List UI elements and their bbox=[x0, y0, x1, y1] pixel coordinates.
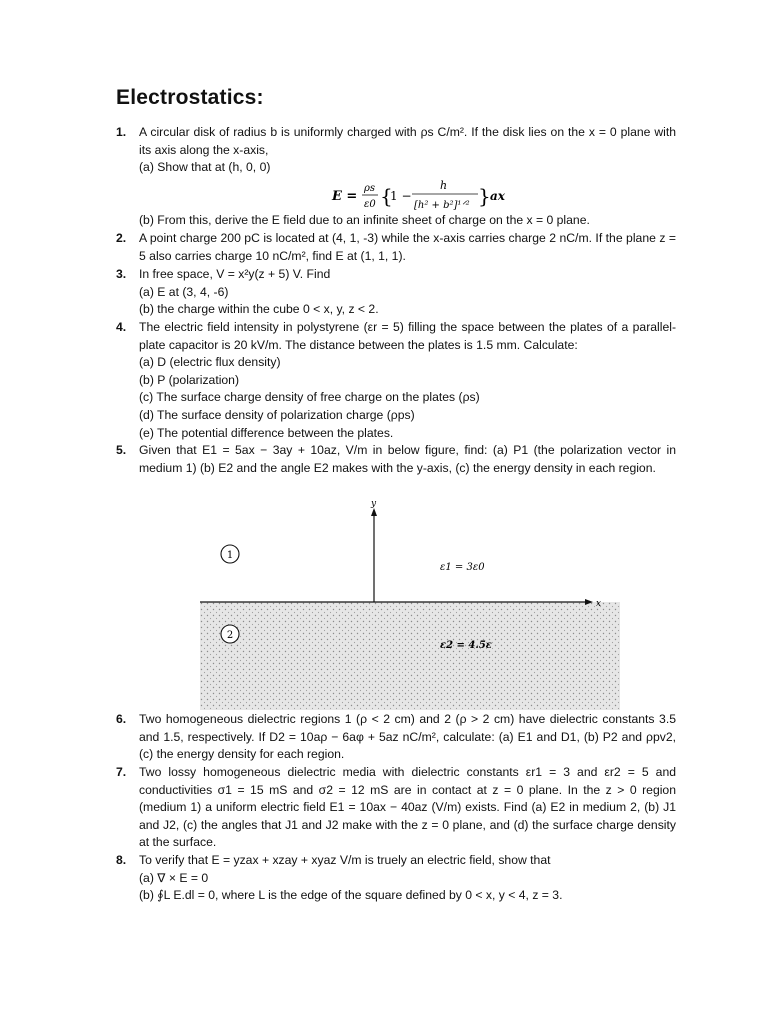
eq-lhs: E = bbox=[332, 189, 358, 204]
question-5 bbox=[116, 442, 676, 477]
eq-frac-num: h bbox=[440, 179, 448, 192]
medium-2-region bbox=[200, 602, 620, 710]
question-number: 3. bbox=[116, 267, 127, 281]
region-1-label: 1 bbox=[226, 550, 234, 561]
question-number: 7. bbox=[116, 765, 127, 779]
question-number: 1. bbox=[116, 125, 127, 139]
part-b: (b) ∮L E.dl = 0, where L is the edge of the square defined by 0 < x, y < 4, z = 3. bbox=[139, 888, 563, 903]
question-text: Two lossy homogeneous dielectric media with dielectric constants εr1 = 3 and εr2 = 5 and conductivities σ1 = 15 mS and σ2 = 12 mS are in contact at z = 0 plane. In the z > 0 region (medium 1) a uniform electric field E1 = 10ax − 40az (V/m) exists. Find (a) E2 in medium 2, (b) J1 and J2, (c) the angles that J1 and J2 make with the z = 0 plane, and (d) the surface charge density at the surface. bbox=[139, 765, 676, 850]
dielectric-interface-figure bbox=[200, 500, 620, 710]
part-e: (e) The potential difference between the plates. bbox=[139, 425, 394, 440]
part-a: (a) E at (3, 4, -6) bbox=[139, 284, 229, 299]
question-3 bbox=[116, 266, 676, 319]
part-b: (b) P (polarization) bbox=[139, 372, 240, 387]
eq-brace-left: { bbox=[380, 184, 393, 208]
part-a: (a) ∇ × E = 0 bbox=[139, 870, 209, 885]
question-text: The electric field intensity in polystyrene (εr = 5) filling the space between the plates of a parallel-plate capacitor is 20 kV/m. The distance between the plates is 1.5 mm. Calculate: bbox=[139, 320, 676, 352]
question-number: 2. bbox=[116, 231, 127, 245]
question-number: 6. bbox=[116, 712, 127, 726]
question-8 bbox=[116, 852, 676, 905]
question-1 bbox=[116, 124, 676, 177]
question-text: Given that E1 = 5ax − 3ay + 10az, V/m in below figure, find: (a) P1 (the polarization vector in medium 1) (b) E2 and the angle E2 makes with the y-axis, (c) the energy density in each region. bbox=[139, 443, 676, 475]
question-text: In free space, V = x²y(z + 5) V. Find bbox=[139, 267, 331, 281]
question-text: To verify that E = yzax + xzay + xyaz V/m is truely an electric field, show that bbox=[139, 853, 551, 867]
eq-coef-den: ε0 bbox=[364, 199, 376, 210]
epsilon-1-label: ε1 = 3ε0 bbox=[440, 562, 485, 573]
question-6 bbox=[116, 711, 676, 764]
y-axis-arrowhead bbox=[371, 508, 377, 516]
question-text: A point charge 200 pC is located at (4, 1, -3) while the x-axis carries charge 2 nC/m. If the plane z = 5 also carries charge 10 nC/m², find E at (1, 1, 1). bbox=[139, 231, 676, 263]
part-d: (d) The surface density of polarization charge (ρps) bbox=[139, 407, 415, 422]
part-b: (b) the charge within the cube 0 < x, y, z < 2. bbox=[139, 302, 379, 317]
y-axis-label: y bbox=[371, 500, 377, 509]
question-number: 8. bbox=[116, 853, 127, 867]
page-title: Electrostatics: bbox=[116, 86, 264, 109]
x-axis-label: x bbox=[596, 599, 602, 609]
eq-frac-den: [h² + b²]¹ᐟ² bbox=[414, 200, 470, 211]
eq-one: 1 − bbox=[390, 189, 412, 203]
region-2-label: 2 bbox=[226, 630, 234, 641]
part-b: (b) From this, derive the E field due to an infinite sheet of charge on the x = 0 plane. bbox=[139, 213, 590, 227]
epsilon-2-label: ε2 = 4.5ε bbox=[440, 640, 492, 651]
disk-field-equation bbox=[330, 176, 530, 216]
part-c: (c) The surface charge density of free charge on the plates (ρs) bbox=[139, 390, 480, 405]
eq-coef-num: ρs bbox=[364, 183, 376, 194]
question-4 bbox=[116, 319, 676, 442]
question-1-part-b bbox=[116, 212, 676, 230]
eq-brace-right: } bbox=[478, 184, 491, 208]
question-2 bbox=[116, 230, 676, 265]
question-text: A circular disk of radius b is uniformly charged with ρs C/m². If the disk lies on the x = 0 plane with its axis along the x-axis, bbox=[139, 125, 676, 157]
part-a: (a) D (electric flux density) bbox=[139, 355, 281, 370]
part-a: (a) Show that at (h, 0, 0) bbox=[139, 160, 271, 175]
eq-vector: ax bbox=[490, 189, 505, 203]
question-number: 4. bbox=[116, 320, 127, 334]
question-text: Two homogeneous dielectric regions 1 (ρ < 2 cm) and 2 (ρ > 2 cm) have dielectric constants 3.5 and 1.5, respectively. If D2 = 10aρ − 6aφ + 5az nC/m², calculate: (a) E1 and D1, (b) P2 and ρpv2, (c) the energy density for each region. bbox=[139, 712, 676, 762]
question-7 bbox=[116, 764, 676, 852]
question-number: 5. bbox=[116, 443, 127, 457]
